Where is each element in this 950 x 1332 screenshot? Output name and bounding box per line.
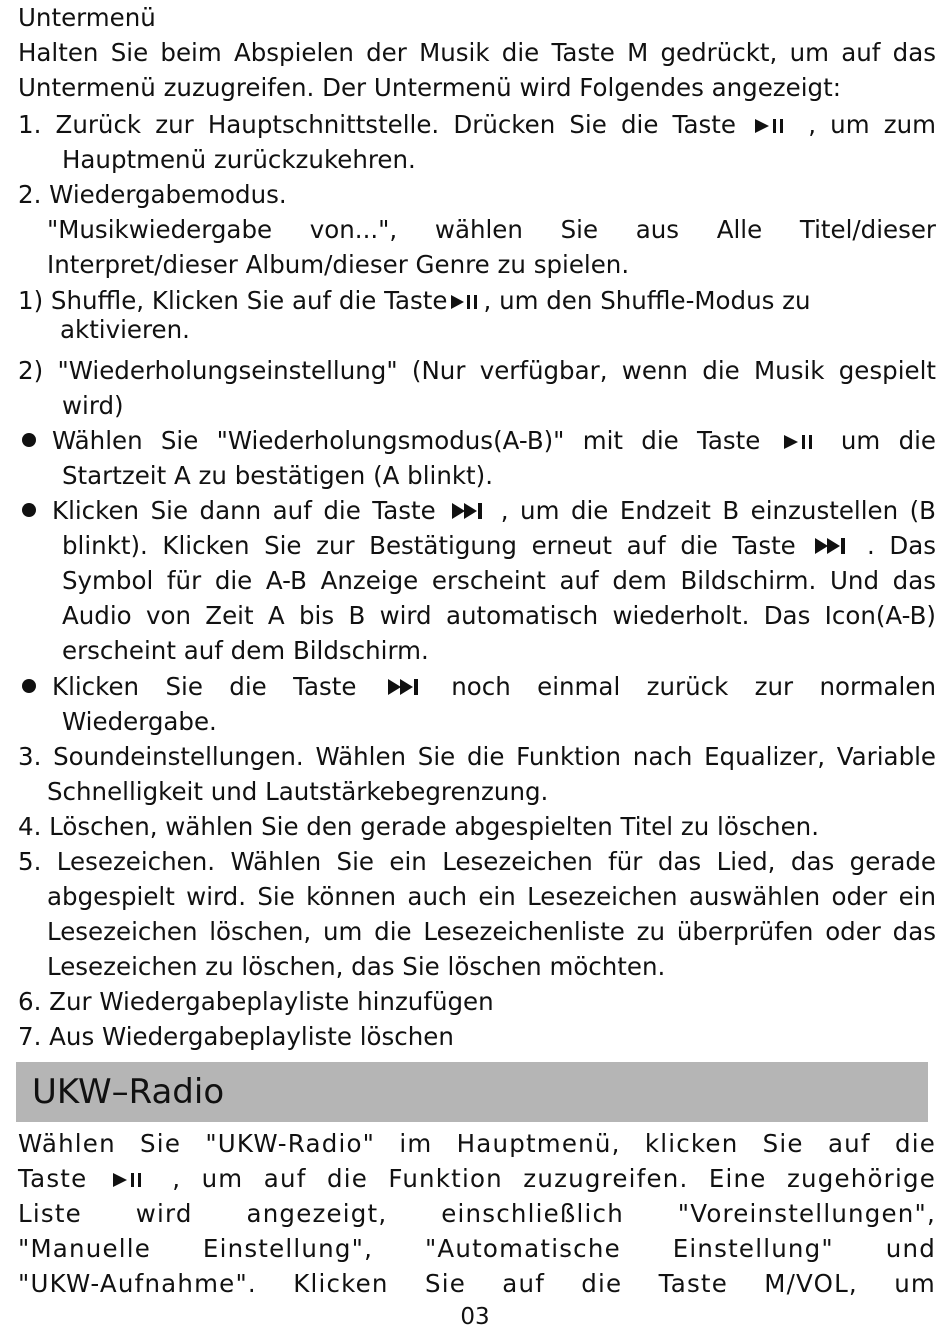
bullet-1-text-end: um die (840, 426, 937, 455)
radio-text-a: Taste (18, 1164, 88, 1193)
bullet-1-text: Wählen Sie "Wiederholungsmodus(A-B)" mit die Taste (52, 426, 761, 455)
bullet-icon (22, 433, 36, 447)
radio-line-4: "Manuelle Einstellung", "Automatische Einstellung" und (18, 1234, 936, 1263)
bullet-2-text: Klicken Sie dann auf die Taste (52, 496, 436, 525)
radio-line-5: "UKW-Aufnahme". Klicken Sie auf die Taste M/VOL, um (18, 1269, 936, 1298)
radio-text-b: , um auf die Funktion zuzugreifen. Eine zugehörige (172, 1164, 936, 1193)
item-2-desc-2: Interpret/dieser Album/dieser Genre zu spielen. (47, 250, 630, 279)
item-5-line-4: Lesezeichen zu löschen, das Sie löschen möchten. (47, 952, 666, 981)
item-6: 6. Zur Wiedergabeplayliste hinzufügen (18, 987, 494, 1016)
shuffle-text-end: , um den Shuffle-Modus zu (483, 286, 811, 315)
page-number: 03 (460, 1304, 490, 1330)
bullet-1-line-1 (22, 423, 936, 459)
bullet-3-line-2: Wiedergabe. (62, 707, 217, 736)
bullet-icon (22, 503, 36, 517)
play-pause-icon (754, 108, 790, 143)
bullet-2-line-2 (62, 528, 936, 564)
bullet-2-text-c: blinkt). Klicken Sie zur Bestätigung erneut auf die Taste (62, 531, 796, 560)
bullet-3-line-1 (22, 669, 936, 705)
bullet-1-line-2: Startzeit A zu bestätigen (A blinkt). (62, 461, 494, 490)
item-1-line-1 (18, 107, 936, 143)
next-track-icon (814, 529, 848, 564)
item-1-text: 1. Zurück zur Hauptschnittstelle. Drücken Sie die Taste (18, 110, 736, 139)
bullet-2-line-4: Audio von Zeit A bis B wird automatisch wiederholt. Das Icon(A-B) (62, 601, 936, 630)
intro-line-2: Untermenü zuzugreifen. Der Untermenü wird Folgendes angezeigt: (18, 73, 841, 102)
radio-line-1: Wählen Sie "UKW-Radio" im Hauptmenü, klicken Sie auf die (18, 1129, 936, 1158)
bullet-3-text-end: noch einmal zurück zur normalen (451, 672, 936, 701)
radio-line-2 (18, 1161, 936, 1197)
next-track-icon (387, 670, 421, 705)
submenu-heading: Untermenü (18, 3, 156, 32)
repeat-line-1: 2) "Wiederholungseinstellung" (Nur verfügbar, wenn die Musik gespielt (18, 356, 936, 385)
next-track-icon (451, 494, 485, 529)
item-2: 2. Wiedergabemodus. (18, 180, 287, 209)
item-4: 4. Löschen, wählen Sie den gerade abgespielten Titel zu löschen. (18, 812, 819, 841)
item-2-desc-1: "Musikwiedergabe von...", wählen Sie aus Alle Titel/dieser (47, 215, 936, 244)
radio-line-3: Liste wird angezeigt, einschließlich "Voreinstellungen", (18, 1199, 936, 1228)
section-title: UKW–Radio (32, 1072, 225, 1112)
bullet-3-text: Klicken Sie die Taste (52, 672, 357, 701)
item-7: 7. Aus Wiedergabeplayliste löschen (18, 1022, 454, 1051)
item-5-line-1: 5. Lesezeichen. Wählen Sie ein Lesezeichen für das Lied, das gerade (18, 847, 936, 876)
shuffle-text: 1) Shuffle, Klicken Sie auf die Taste (18, 286, 448, 315)
play-pause-icon (783, 424, 819, 459)
bullet-2-line-5: erscheint auf dem Bildschirm. (62, 636, 429, 665)
intro-line-1: Halten Sie beim Abspielen der Musik die Taste M gedrückt, um auf das (18, 38, 936, 67)
bullet-2-text-d: . Das (866, 531, 936, 560)
item-1-text-end: , um zum (808, 110, 936, 139)
bullet-2-line-3: Symbol für die A-B Anzeige erscheint auf dem Bildschirm. Und das (62, 566, 936, 595)
play-pause-icon (112, 1162, 148, 1197)
shuffle-line-2: aktivieren. (60, 315, 190, 344)
item-1-line-2: Hauptmenü zurückzukehren. (62, 145, 416, 174)
item-3-line-1: 3. Soundeinstellungen. Wählen Sie die Funktion nach Equalizer, Variable (18, 742, 936, 771)
repeat-line-2: wird) (62, 391, 124, 420)
bullet-2-text-end: , um die Endzeit B einzustellen (B (500, 496, 936, 525)
item-5-line-3: Lesezeichen löschen, um die Lesezeichenliste zu überprüfen oder das (47, 917, 936, 946)
item-5-line-2: abgespielt wird. Sie können auch ein Lesezeichen auswählen oder ein (47, 882, 936, 911)
play-pause-icon (450, 284, 482, 319)
item-3-line-2: Schnelligkeit und Lautstärkebegrenzung. (47, 777, 549, 806)
bullet-icon (22, 679, 36, 693)
bullet-2-line-1 (22, 493, 936, 529)
